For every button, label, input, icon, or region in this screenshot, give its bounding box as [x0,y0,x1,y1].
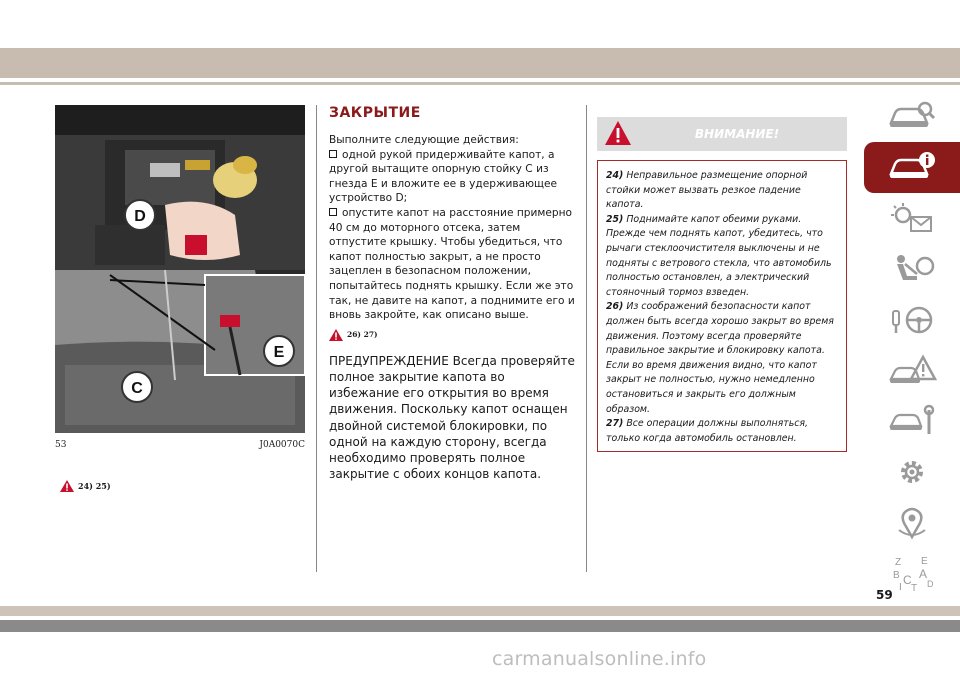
car-search-icon [887,99,937,133]
section-title: ЗАКРЫТИЕ [329,105,421,121]
section-warning-ref [329,329,575,341]
index-letter-d: D [927,578,934,589]
step-1-text: одной рукой придерживайте капот, а другой вытащите опорную стойку C из гнезда E и вложите ее в удерживающее устройство D; [329,148,558,205]
label-c: C [131,380,143,397]
checkbox-bullet-icon [329,150,337,158]
bottom-line [0,620,960,632]
warning-refs-text: 24) 25) [78,481,111,491]
step-2 [329,206,575,323]
warning-item-text: Поднимайте капот обеими руками. Прежде чем поднять капот, убедитесь, что рычаги стеклоочистителя выключены и не подняты с ветрового стекла, что автомобиль полностью остановлен, а электрический стояночный тормоз взведен. [606,213,832,298]
warning-item [606,169,839,213]
index-letter-i: I [899,581,902,593]
index-letters-icon [887,554,937,594]
nav-item-navigation[interactable] [864,497,960,548]
page-number: 59 [876,588,893,602]
nav-item-gear[interactable] [864,447,960,498]
index-letter-b: B [893,569,900,581]
warning-item [606,213,839,301]
nav-item-warning-car[interactable] [864,345,960,396]
car-info-icon [887,150,937,184]
index-letter-c: C [903,572,912,587]
warning-item-number: 27) [606,418,624,430]
section-body [329,133,575,323]
warning-item-number: 24) [606,170,624,181]
warning-triangle-icon [605,121,631,145]
warning-triangle-icon [60,480,74,492]
warning-panel [597,117,847,452]
gear-icon [887,455,937,489]
warning-item-text: Из соображений безопасности капот должен быть всегда хорошо закрыт во время движения. Поэтому всегда проверяйте правильное закрытие и блокировку капота. Если во время движения видно, что капот закрыт не полностью, нужно немедленно остановиться и закрыть его должным образом. [606,301,834,415]
nav-item-light-mail[interactable] [864,193,960,244]
warning-item-text: Все операции должны выполняться, только когда автомобиль остановлен. [606,418,809,444]
figure-number: 53 [55,440,67,450]
caution-text: ПРЕДУПРЕЖДЕНИЕ Всегда проверяйте полное закрытие капота во избежание его открытия во время движения. Поскольку капот оснащен двойной системой блокировки, по одной на каждую сторону, всегда необходимо проверять полное закрытие с обоих концов капота. [329,353,575,482]
column-divider-left [316,105,317,572]
photo-caption [55,440,305,450]
index-letter-e: E [921,555,928,567]
engine-bay-photo [55,105,305,433]
bottom-band [0,606,960,616]
index-letter-a: A [919,566,928,581]
navigation-icon [887,506,937,540]
label-e: E [273,344,285,361]
nav-item-airbag-seat[interactable] [864,243,960,294]
warning-panel-title: ВНИМАНИЕ! [694,127,780,141]
warning-item [606,300,839,417]
steering-key-icon [887,303,937,337]
checkbox-bullet-icon [329,208,337,216]
watermark: carmanualsonline.info [492,648,707,670]
step-2-text: опустите капот на расстояние примерно 40 см до моторного отсека, затем отпустите крышку. Чтобы убедиться, что капот полностью закрыт, а не просто зацеплен в безопасном положении, попытайтесь поднять крышку. Если же это так, не давите на капот, а поднимите его и вновь закройте, как описано выше. [329,206,575,322]
photo-warning-ref [55,480,305,492]
warning-panel-header [597,117,847,151]
airbag-seat-icon [887,252,937,286]
step-1 [329,148,575,206]
car-wrench-icon [887,404,937,438]
label-d: D [134,208,146,225]
warning-item-number: 25) [606,213,624,225]
column-divider-right [586,105,587,572]
top-band [0,48,960,78]
side-nav [864,91,960,599]
nav-item-car-search[interactable] [864,91,960,142]
section-warning-refs-text: 26) 27) [347,330,378,340]
warning-item-number: 26) [606,301,624,313]
engine-bay-illustration [55,105,305,433]
nav-item-car-info[interactable] [864,142,960,193]
warning-item-text: Неправильное размещение опорной стойки может вызвать резкое падение капота. [606,170,808,211]
light-mail-icon [887,201,937,235]
warning-panel-body [597,160,847,452]
nav-item-car-wrench[interactable] [864,396,960,447]
top-line [0,82,960,85]
intro-text: Выполните следующие действия: [329,134,519,146]
warning-car-icon [887,353,937,387]
figure-code: J0A0070C [259,440,305,450]
nav-item-steering-key[interactable] [864,294,960,345]
index-letter-t: T [911,582,918,594]
photo-column [55,105,305,492]
text-column [329,105,575,482]
warning-item [606,417,839,446]
warning-triangle-icon [329,329,343,341]
index-letter-z: Z [895,556,902,568]
